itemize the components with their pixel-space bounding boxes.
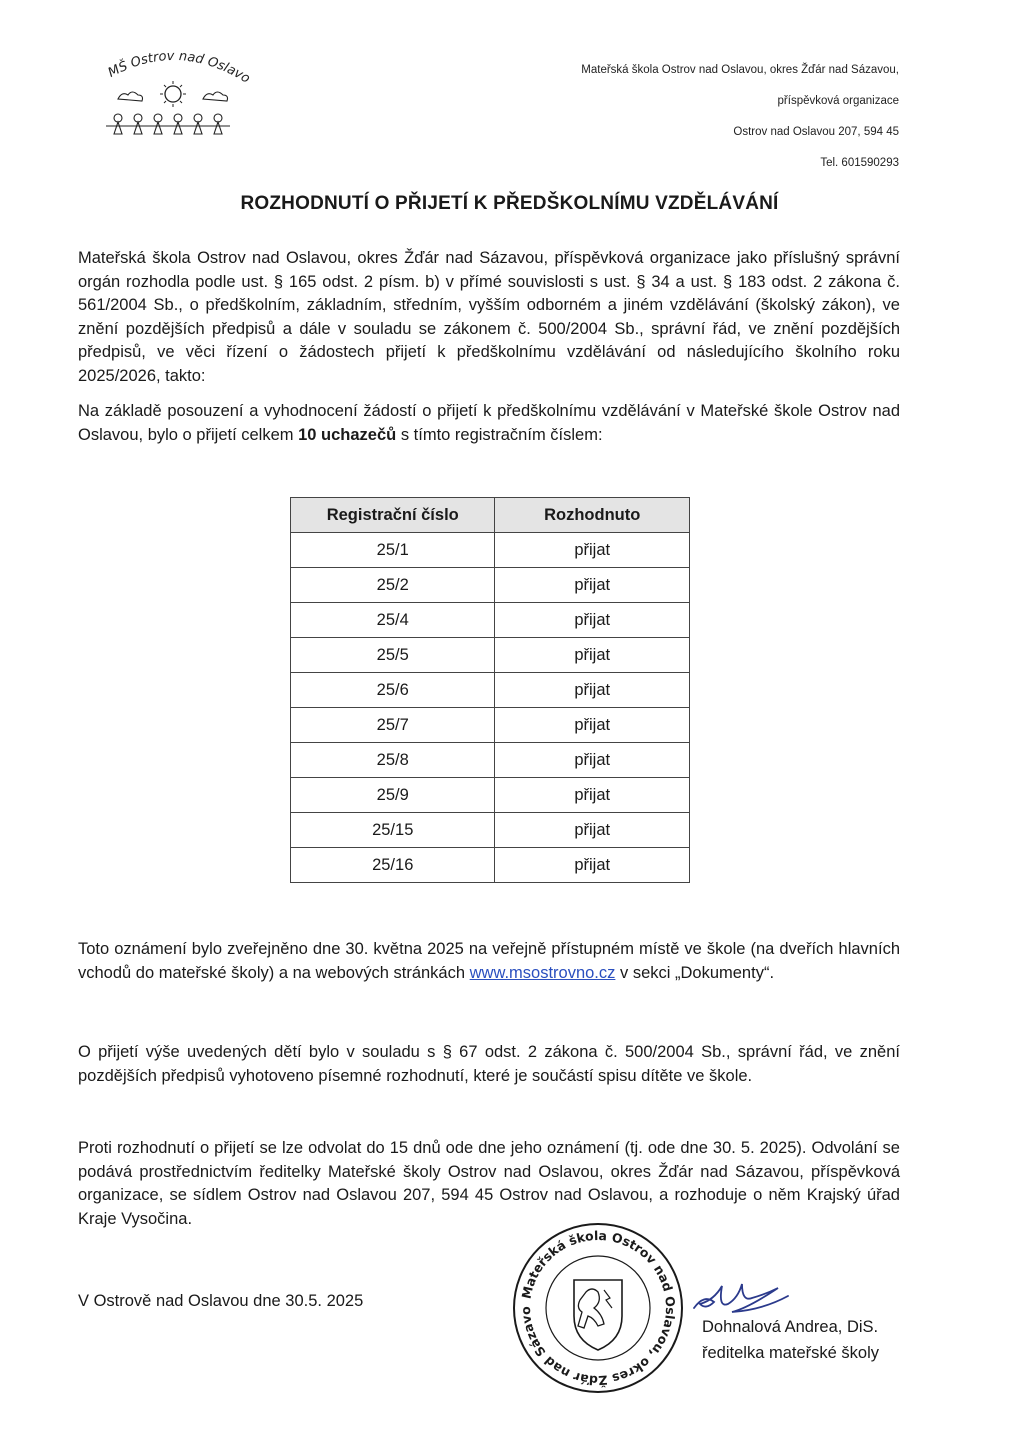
table-row [291,813,690,848]
decision-value: přijat [495,848,690,883]
notice-text-after: v sekci „Dokumenty“. [615,963,775,982]
table-row [291,673,690,708]
registration-table [290,497,690,883]
decision-text-before: Na základě posouzení a vyhodnocení žádostí o přijetí k předškolnímu vzdělávání v Mateřské škole Ostrov nad Oslavou, bylo o přijetí celkem [78,402,900,444]
registration-number: 25/16 [291,848,495,883]
document-title: ROZHODNUTÍ O PŘIJETÍ K PŘEDŠKOLNÍMU VZDĚLÁVÁNÍ [240,193,779,214]
decision-value: přijat [495,813,690,848]
registration-number: 25/8 [291,743,495,778]
signer-role: ředitelka mateřské školy [702,1344,879,1362]
header-address: Ostrov nad Oslavou 207, 594 45 [733,126,899,138]
school-stamp-image [508,1218,688,1398]
table-row [291,778,690,813]
publication-notice-paragraph [78,938,900,985]
decision-value: přijat [495,708,690,743]
school-website-link[interactable]: www.msostrovno.cz [469,963,616,982]
decision-value: přijat [495,603,690,638]
decision-count: 10 uchazečů [298,425,397,444]
table-row [291,568,690,603]
school-header [581,55,899,179]
decision-value: přijat [495,778,690,813]
signer-name: Dohnalová Andrea, DiS. [702,1318,879,1336]
intro-paragraph: Mateřská škola Ostrov nad Oslavou, okres Žďár nad Sázavou, příspěvková organizace jako příslušný správní orgán rozhodla podle ust. § 165 odst. 2 písm. b) v přímé souvislosti s ust. § 34 a ust. § 183 odst. 2 zákona č. 561/2004 Sb., o předškolním, základním, středním, vyšším odborném a jiném vzdělávání (školský zákon), ve znění pozdějších předpisů a dále v souladu se zákonem č. 500/2004 Sb., správní řád, ve znění pozdějších předpisů, ve věci řízení o žádostech přijetí k předškolnímu vzdělávání od následujícího školního roku 2025/2026, takto: [78,249,900,385]
signer-block [702,1314,879,1366]
header-phone: Tel. 601590293 [820,157,899,169]
registration-number: 25/1 [291,533,495,568]
school-logo-image [88,44,258,144]
notice-text-before: Toto oznámení bylo zveřejněno dne 30. května 2025 na veřejně přístupném místě ve škole (na dveřích hlavních vchodů do mateřské školy) a na webových stránkách [78,940,900,982]
decision-value: přijat [495,533,690,568]
registration-number: 25/7 [291,708,495,743]
column-header-registration-number: Registrační číslo [291,498,495,533]
school-logo [88,44,258,144]
registration-number: 25/6 [291,673,495,708]
table-header-row [291,498,690,533]
decision-value: přijat [495,568,690,603]
place-and-date: V Ostrově nad Oslavou dne 30.5. 2025 [78,1292,364,1310]
column-header-decision: Rozhodnuto [495,498,690,533]
registration-number: 25/4 [291,603,495,638]
table-row [291,533,690,568]
decision-text-after: s tímto registračním číslem: [396,425,603,444]
svg-text:Mateřská škola Ostrov nad Osla: Mateřská škola Ostrov nad Oslavou, okres Žďár nad Sázavo [517,1227,679,1389]
decision-value: přijat [495,743,690,778]
appeal-paragraph: Proti rozhodnutí o přijetí se lze odvolat do 15 dnů ode dne jeho oznámení (tj. ode dne 30. 5. 2025). Odvolání se podává prostřednictvím ředitelky Mateřské školy Ostrov nad Oslavou, okres Žďár nad Sázavou, příspěvková organizace, se sídlem Ostrov nad Oslavou 207, 594 45 Ostrov nad Oslavou, a rozhoduje o něm Krajský úřad Kraje Vysočina. [78,1139,900,1228]
table-row [291,638,690,673]
school-stamp [508,1218,688,1398]
decision-value: přijat [495,673,690,708]
table-row [291,743,690,778]
written-decision-paragraph: O přijetí výše uvedených dětí bylo v souladu s § 67 odst. 2 zákona č. 500/2004 Sb., správní řád, ve znění pozdějších předpisů vyhotoveno písemné rozhodnutí, které je součástí spisu dítěte ve škole. [78,1043,900,1085]
table-row [291,708,690,743]
header-organization-type: příspěvková organizace [777,95,899,107]
table-row [291,603,690,638]
header-school-name: Mateřská škola Ostrov nad Oslavou, okres Žďár nad Sázavou, [581,64,899,76]
registration-number: 25/5 [291,638,495,673]
registration-number: 25/9 [291,778,495,813]
svg-text:MŠ Ostrov nad Oslavou: MŠ Ostrov nad Oslavo [105,48,253,87]
decision-paragraph [78,400,900,447]
registration-number: 25/15 [291,813,495,848]
registration-number: 25/2 [291,568,495,603]
table-row [291,848,690,883]
decision-value: přijat [495,638,690,673]
